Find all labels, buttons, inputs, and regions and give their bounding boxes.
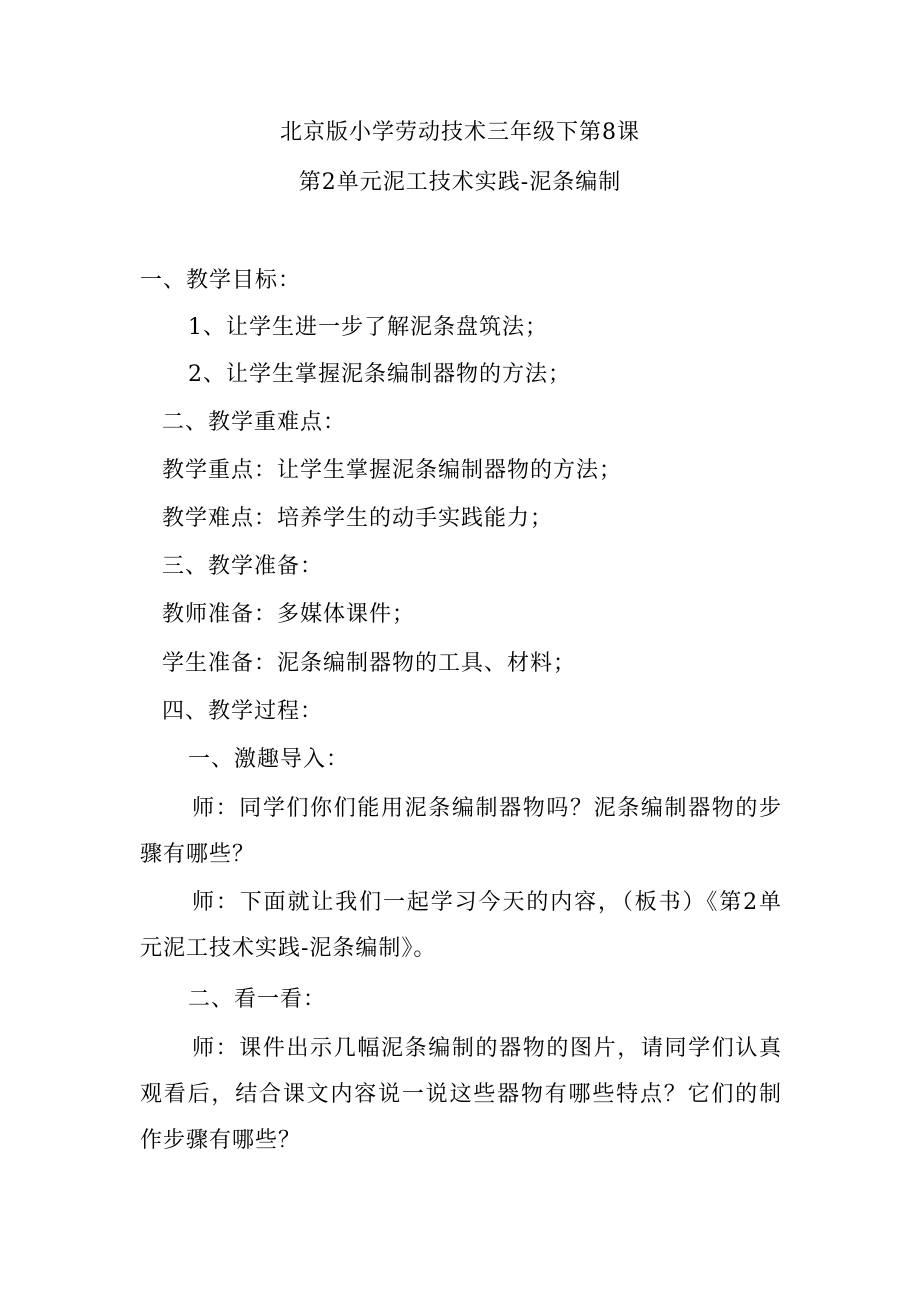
step-2-paragraph-1: 师：课件出示几幅泥条编制的器物的图片，请同学们认真观看后，结合课文内容说一说这些器物有哪些特点？它们的制作步骤有哪些？ <box>140 1036 782 1153</box>
objectives-heading: 一、教学目标： <box>140 268 302 293</box>
student-preparation: 学生准备：泥条编制器物的工具、材料； <box>162 651 577 676</box>
step-1-heading: 一、激趣导入： <box>188 747 350 772</box>
key-points-heading: 二、教学重难点： <box>162 410 347 435</box>
document-title-line-1: 北京版小学劳动技术三年级下第8课 <box>280 120 640 145</box>
objective-2: 2、让学生掌握泥条编制器物的方法； <box>188 362 571 387</box>
process-heading: 四、教学过程： <box>162 699 324 724</box>
step-1-paragraph-2: 师：下面就让我们一起学习今天的内容，（板书）《第2单元泥工技术实践-泥条编制》。 <box>140 890 782 961</box>
step-2-heading: 二、看一看： <box>188 987 327 1012</box>
step-1-paragraph-1: 师：同学们你们能用泥条编制器物吗？泥条编制器物的步骤有哪些？ <box>140 796 782 867</box>
document-title-line-2: 第2单元泥工技术实践-泥条编制 <box>298 170 622 195</box>
preparation-heading: 三、教学准备： <box>162 554 324 579</box>
key-point: 教学重点：让学生掌握泥条编制器物的方法； <box>162 458 623 483</box>
objective-1: 1、让学生进一步了解泥条盘筑法； <box>188 315 548 340</box>
difficult-point: 教学难点：培养学生的动手实践能力； <box>162 506 554 531</box>
teacher-preparation: 教师准备：多媒体课件； <box>162 602 416 627</box>
